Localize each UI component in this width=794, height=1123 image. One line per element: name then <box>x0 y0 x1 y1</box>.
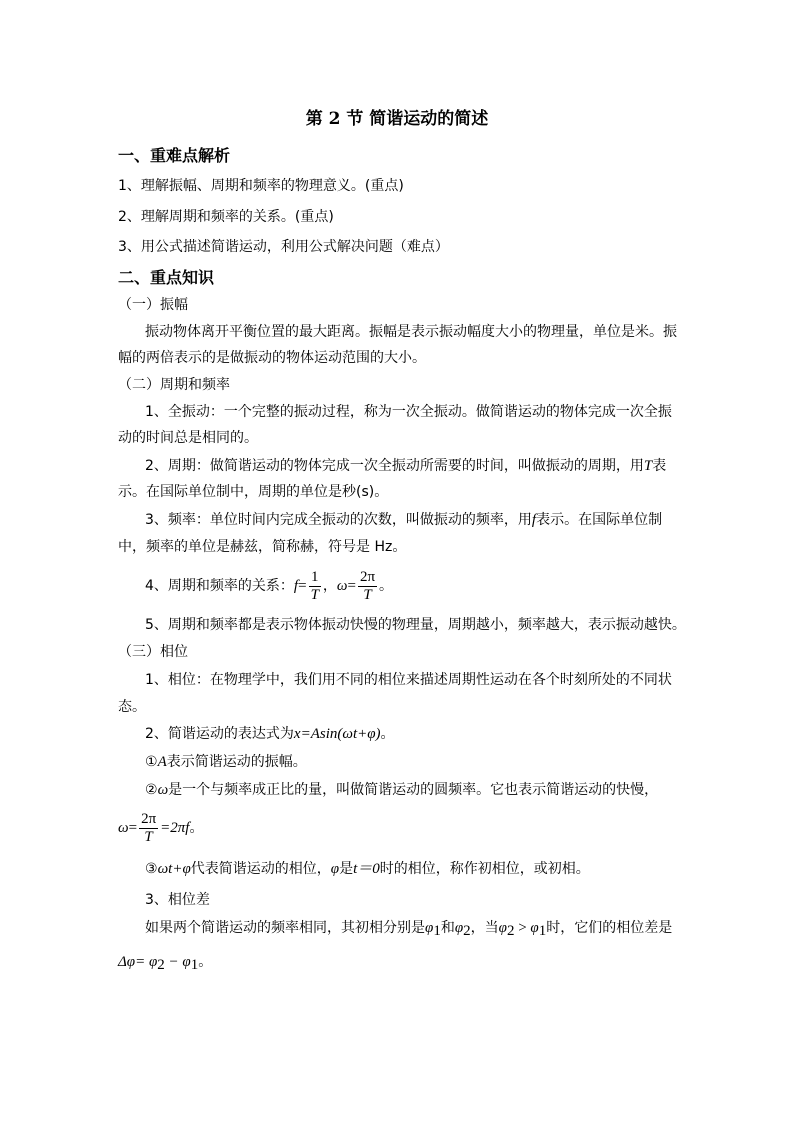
paragraph-heading-phase-difference: 3、相位差 <box>145 892 210 908</box>
paragraph-line: 振动物体离开平衡位置的最大距离。振幅是表示振动幅度大小的物理量，单位是米。振 <box>145 324 677 340</box>
formula-symbol: f <box>293 578 299 594</box>
paragraph-line: 示。在国际单位制中，周期的单位是秒(s)。 <box>118 484 389 500</box>
paragraph-line: 1、相位：在物理学中，我们用不同的相位来描述周期性运动在各个时刻所处的不同状 <box>145 672 672 688</box>
text-span: 和 <box>440 920 455 936</box>
formula-expression: ωt+φ <box>157 861 191 877</box>
text-span: ③ <box>145 861 158 877</box>
subscript: 2 <box>463 923 471 939</box>
paragraph-line: 态。 <box>118 699 146 715</box>
formula-expression: x=Asin(ωt+φ) <box>293 726 381 742</box>
paragraph-line <box>145 780 678 800</box>
fraction-numerator: 1 <box>309 569 321 587</box>
symbol-omega: ω <box>157 782 169 798</box>
paragraph-line <box>145 859 678 879</box>
formula-symbol: = <box>128 820 138 836</box>
text-span: 4、周期和频率的关系： <box>145 578 294 594</box>
text-span: ，当 <box>470 920 499 936</box>
subsection-heading-period-frequency: （二）周期和频率 <box>118 377 230 393</box>
formula-symbol: = <box>298 578 307 594</box>
text-span: ② <box>145 782 158 798</box>
section-heading-difficulties: 一、重难点解析 <box>118 146 231 165</box>
list-item: 2、理解周期和频率的关系。(重点) <box>118 209 334 225</box>
formula-expression: =2πf <box>160 820 190 836</box>
text-span: 。 <box>198 954 213 970</box>
symbol-amplitude: A <box>157 754 167 770</box>
symbol-phi: φ <box>330 861 340 877</box>
text-span: 。 <box>380 726 395 742</box>
paragraph-line <box>145 724 678 744</box>
fraction-numerator: 2π <box>359 568 376 585</box>
text-span: 2、周期：做简谐运动的物体完成一次全振动所需要的时间，叫做振动的周期，用 <box>145 458 644 474</box>
fraction-denominator: T <box>363 586 372 603</box>
list-item: 1、理解振幅、周期和频率的物理意义。(重点) <box>118 178 404 194</box>
paragraph-line: 5、周期和频率都是表示物体振动快慢的物理量，周期越小，频率越大，表示振动越快。 <box>145 617 686 633</box>
paragraph-line <box>145 752 678 772</box>
paragraph-line <box>145 510 678 530</box>
fraction <box>139 811 158 846</box>
symbol-period: T <box>643 458 653 474</box>
symbol-phi: φ <box>454 920 464 936</box>
formula-line-angular-frequency <box>118 808 678 848</box>
text-span: ① <box>145 754 158 770</box>
symbol-frequency: f <box>531 512 537 528</box>
text-span: 时的相位，称作初相位，或初相。 <box>379 861 590 877</box>
text-span: 是 <box>339 861 354 877</box>
formula-symbol: = <box>347 578 356 594</box>
text-span: 时，它们的相位差是 <box>546 920 673 936</box>
symbol-phi: φ <box>498 920 507 936</box>
text-span: ， <box>322 578 337 594</box>
fraction <box>309 569 321 604</box>
paragraph-line: 中，频率的单位是赫兹，简称赫，符号是 Hz。 <box>118 539 407 555</box>
section-heading-key-knowledge: 二、重点知识 <box>118 268 215 287</box>
subscript: 2 <box>506 923 515 939</box>
page-title: 第 2 节 简谐运动的简述 <box>305 109 489 129</box>
formula-symbol: ω <box>336 578 348 594</box>
text-span: 表 <box>652 458 667 474</box>
formula-expression: t＝0 <box>353 861 380 877</box>
subscript: 1 <box>190 957 199 973</box>
list-item: 3、用公式描述简谐运动，利用公式解决问题（难点） <box>118 239 449 255</box>
fraction <box>358 569 377 604</box>
subscript: 1 <box>433 923 441 939</box>
subscript: 2 <box>157 957 165 973</box>
paragraph-line: 幅的两倍表示的是做振动的物体运动范围的大小。 <box>118 350 426 366</box>
subscript: 1 <box>538 923 547 939</box>
text-span: 。 <box>189 820 204 836</box>
formula-symbol: ω <box>118 820 129 836</box>
formula-line-phase-difference <box>118 952 678 972</box>
subsection-heading-phase: （三）相位 <box>118 644 188 660</box>
formula-symbol: > <box>514 920 531 936</box>
text-span: 3、频率：单位时间内完成全振动的次数，叫做振动的频率，用 <box>145 512 532 528</box>
formula-expression: − φ <box>164 954 191 970</box>
text-span: 如果两个简谐运动的频率相同，其初相分别是 <box>145 920 425 936</box>
symbol-phi: φ <box>530 920 539 936</box>
text-span: 表示。在国际单位制 <box>536 512 663 528</box>
paragraph-line <box>145 456 678 476</box>
text-span: 代表简谐运动的相位， <box>190 861 331 877</box>
formula-expression: Δφ= φ <box>118 954 158 970</box>
paragraph-line: 1、全振动：一个完整的振动过程，称为一次全振动。做简谐运动的物体完成一次全振 <box>145 404 672 420</box>
text-span: 表示简谐运动的振幅。 <box>166 754 307 770</box>
text-span: 是一个与频率成正比的量，叫做简谐运动的圆频率。它也表示简谐运动的快慢， <box>168 782 659 798</box>
text-span: 2、简谐运动的表达式为 <box>145 726 294 742</box>
symbol-phi: φ <box>425 920 434 936</box>
formula-line-period-frequency <box>145 566 678 606</box>
fraction-denominator: T <box>144 828 153 845</box>
text-span: 。 <box>379 578 394 594</box>
paragraph-line: 动的时间总是相同的。 <box>118 430 258 446</box>
fraction-numerator: 2π <box>141 810 157 827</box>
subsection-heading-amplitude: （一）振幅 <box>118 297 188 313</box>
paragraph-line <box>145 918 678 938</box>
fraction-denominator: T <box>310 586 319 603</box>
